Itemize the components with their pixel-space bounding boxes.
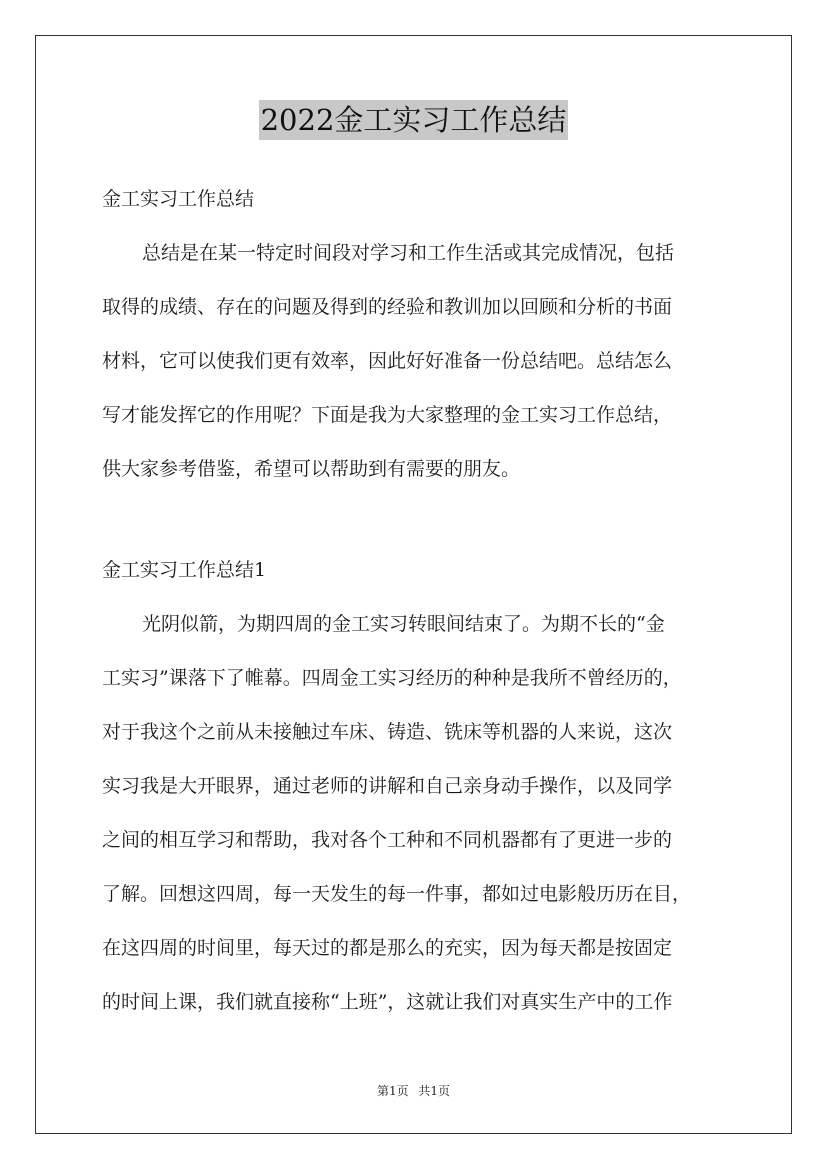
paragraph-line: 供大家参考借鉴，希望可以帮助到有需要的朋友。 xyxy=(102,458,521,480)
intro-section xyxy=(102,172,730,496)
paragraph-line: 对于我这个之前从未接触过车床、铸造、铣床等机器的人来说，这次 xyxy=(102,721,673,743)
paragraph-line: 取得的成绩、存在的问题及得到的经验和教训加以回顾和分析的书面 xyxy=(102,296,673,318)
paragraph-line: 总结是在某一特定时间段对学习和工作生活或其完成情况，包括 xyxy=(142,242,675,264)
section-heading: 金工实习工作总结1 xyxy=(102,559,267,581)
page-number: 第1页 xyxy=(376,1084,409,1098)
section-heading: 金工实习工作总结 xyxy=(102,188,255,210)
paragraph-line: 材料，它可以使我们更有效率，因此好好准备一份总结吧。总结怎么 xyxy=(102,350,673,372)
paragraph-line: 工实习”课落下了帷幕。四周金工实习经历的种种是我所不曾经历的， xyxy=(102,667,682,689)
paragraph-line: 之间的相互学习和帮助，我对各个工种和不同机器都有了更进一步的 xyxy=(102,829,673,851)
paragraph-line: 光阴似箭，为期四周的金工实习转眼间结束了。为期不长的“金 xyxy=(142,613,665,635)
document-title: 2022金工实习工作总结 xyxy=(259,100,569,140)
paragraph-line: 写才能发挥它的作用呢？下面是我为大家整理的金工实习工作总结， xyxy=(102,404,673,426)
page-footer xyxy=(0,1082,827,1099)
paragraph-line: 了解。回想这四周，每一天发生的每一件事，都如过电影般历历在目， xyxy=(102,883,692,905)
paragraph-line: 实习我是大开眼界，通过老师的讲解和自己亲身动手操作，以及同学 xyxy=(102,775,673,797)
title-container xyxy=(0,100,827,140)
body-section xyxy=(102,543,730,1029)
paragraph-line: 的时间上课，我们就直接称“上班”，这就让我们对真实生产中的工作 xyxy=(102,991,673,1013)
paragraph-line: 在这四周的时间里，每天过的都是那么的充实，因为每天都是按固定 xyxy=(102,937,673,959)
page-total: 共1页 xyxy=(418,1084,451,1098)
